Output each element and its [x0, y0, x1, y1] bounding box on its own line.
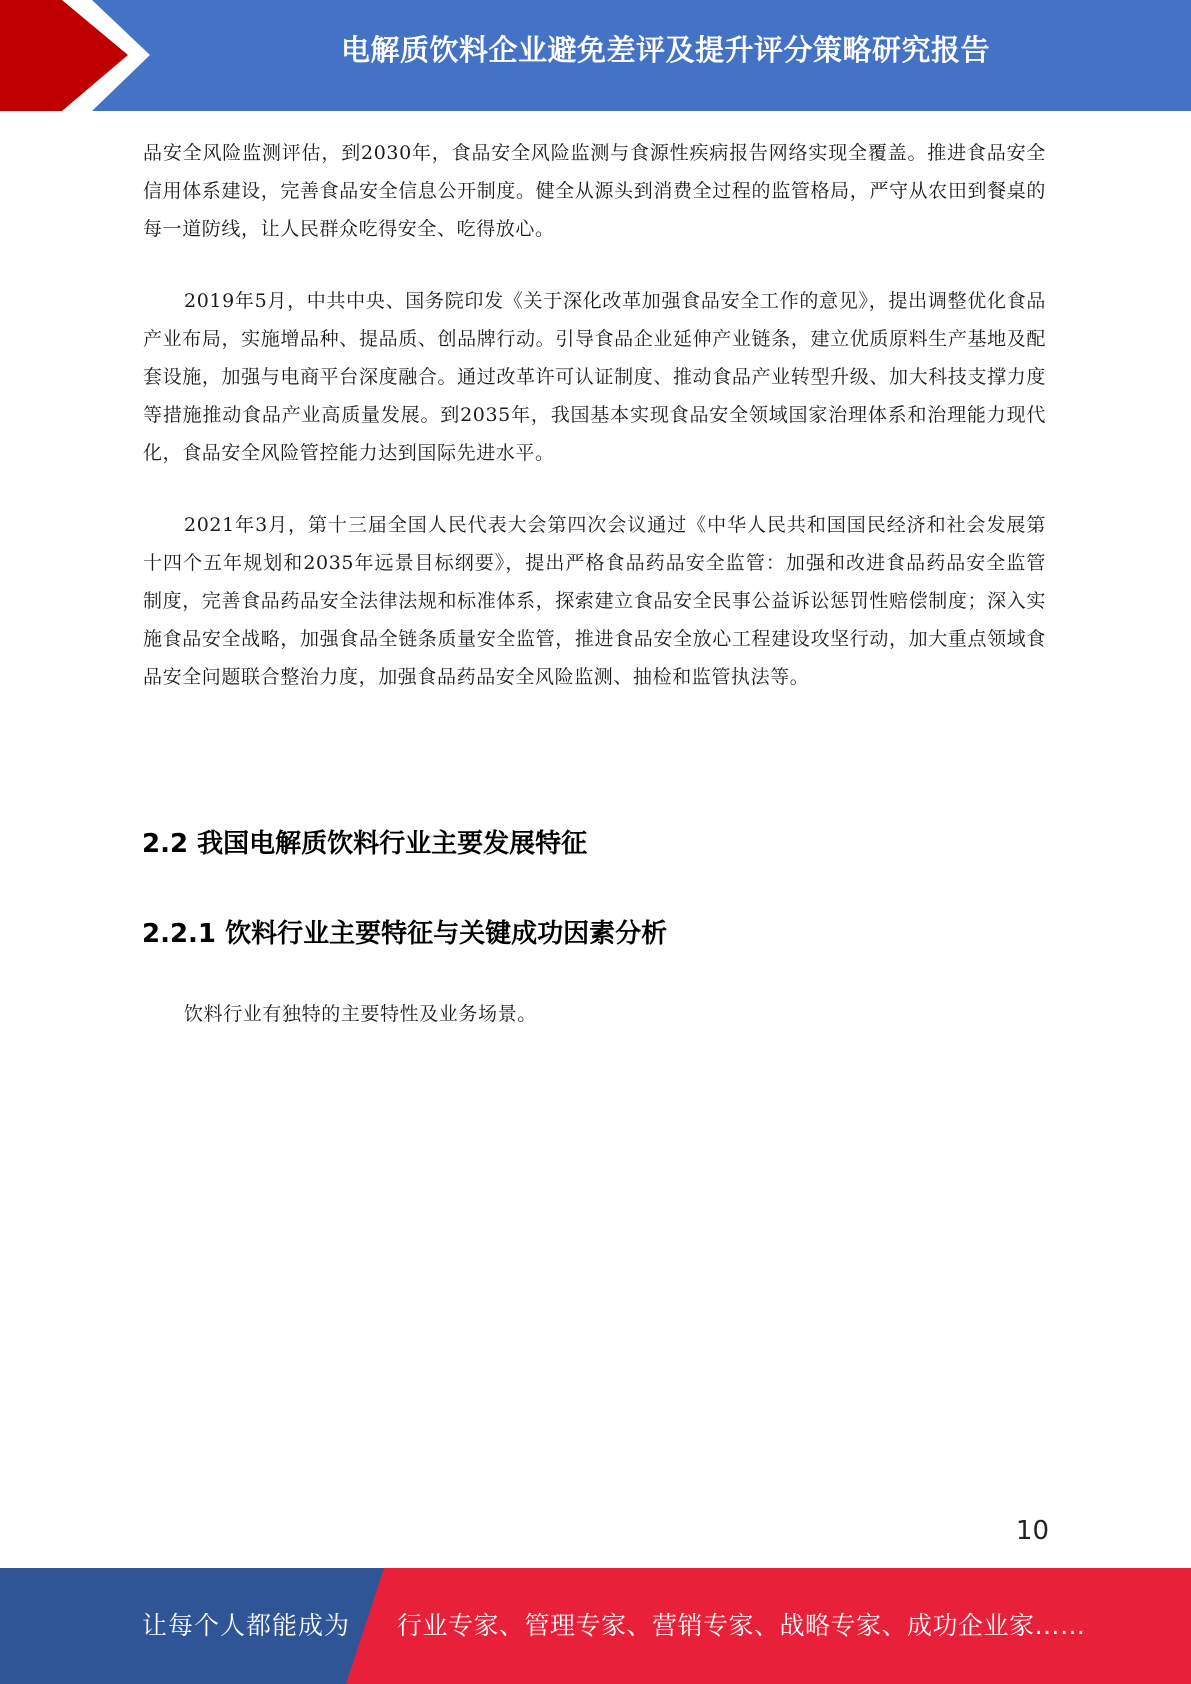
header-chevron-decoration — [0, 0, 160, 111]
footer-slogan-right: 行业专家、管理专家、营销专家、战略专家、成功企业家…… — [397, 1611, 1086, 1640]
footer-slogan-left: 让每个人都能成为 — [142, 1611, 351, 1640]
subsection-heading: 2.2.1 饮料行业主要特征与关键成功因素分析 — [142, 919, 668, 949]
paragraph-2: 2019年5月，中共中央、国务院印发《关于深化改革加强食品安全工作的意见》，提出调整优化食品产业布局，实施增品种、提品质、创品牌行动。引导食品企业延伸产业链条，建立优质原料生产基地及配套设施，加强与电商平台深度融合。通过改革许可认证制度、推动食品产业转型升级、加大科技支撑力度等措施推动食品产业高质量发展。到2035年，我国基本实现食品安全领域国家治理体系和治理能力现代化，食品安全风险管控能力达到国际先进水平。 — [143, 290, 1046, 464]
page-number: 10 — [1015, 1516, 1049, 1546]
footer-banner — [0, 1568, 1191, 1684]
closing-paragraph: 饮料行业有独特的主要特性及业务场景。 — [184, 1003, 537, 1025]
paragraph-3: 2021年3月，第十三届全国人民代表大会第四次会议通过《中华人民共和国国民经济和社会发展第十四个五年规划和2035年远景目标纲要》，提出严格食品药品安全监管：加强和改进食品药品安全监管制度，完善食品药品安全法律法规和标准体系，探索建立食品安全民事公益诉讼惩罚性赔偿制度；深入实施食品安全战略，加强食品全链条质量安全监管，推进食品安全放心工程建设攻坚行动，加大重点领域食品安全问题联合整治力度，加强食品药品安全风险监测、抽检和监管执法等。 — [143, 514, 1046, 688]
section-heading: 2.2 我国电解质饮料行业主要发展特征 — [142, 829, 588, 859]
header-banner — [0, 0, 1191, 111]
body-content — [143, 134, 1046, 696]
report-title: 电解质饮料企业避免差评及提升评分策略研究报告 — [340, 33, 990, 67]
paragraph-1: 品安全风险监测评估，到2030年，食品安全风险监测与食源性疾病报告网络实现全覆盖。推进食品安全信用体系建设，完善食品安全信息公开制度。健全从源头到消费全过程的监管格局，严守从农田到餐桌的每一道防线，让人民群众吃得安全、吃得放心。 — [143, 142, 1046, 240]
